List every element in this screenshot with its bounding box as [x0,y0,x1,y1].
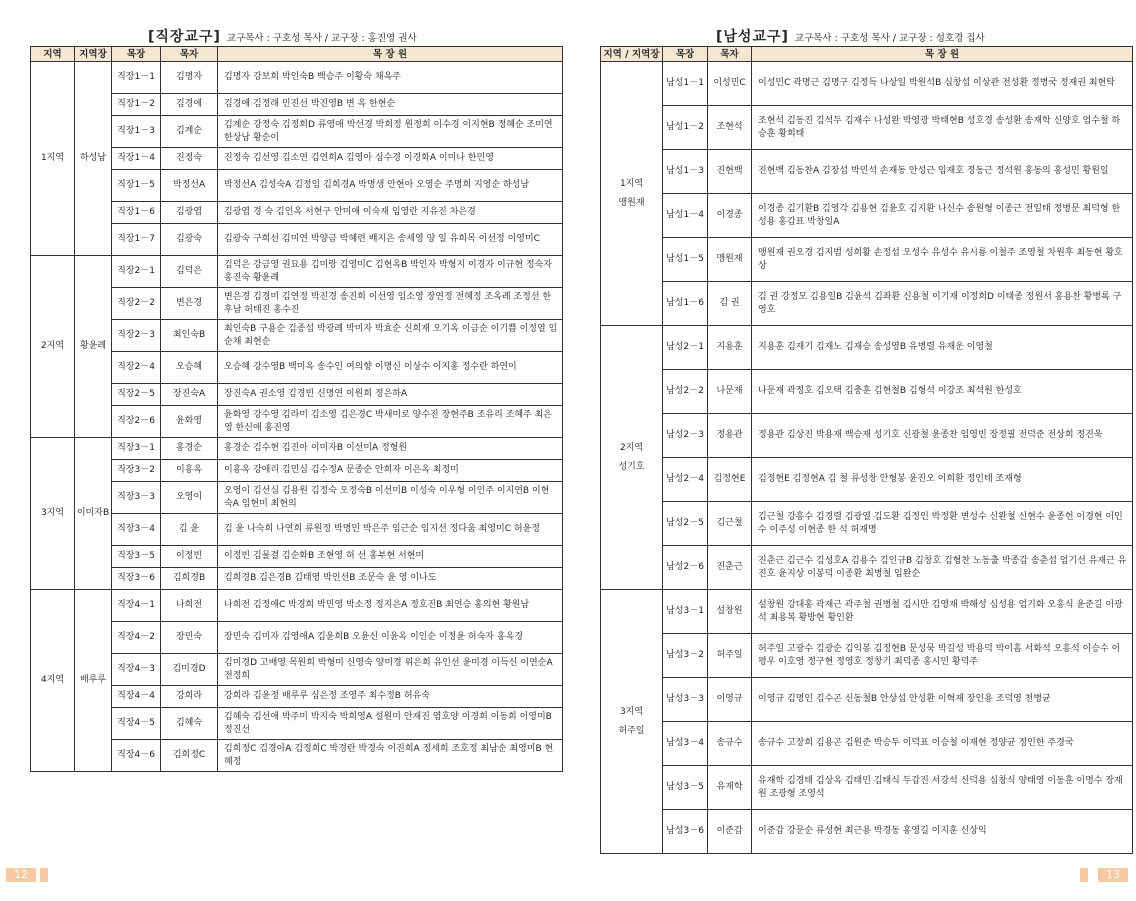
region-name: 2지역 [619,442,644,453]
member-list: 허주일 고광수 김광순 김익봉 김정현B 문성묵 박길성 박용덕 박이흠 서화석 오흥석 이승수 이평우 이호영 정구현 정영호 정창기 최덕종 홍시민 황덕주 [752,634,1133,678]
member-list: 나희전 김정애C 박경희 박민영 박소정 정지은A 정호진B 최연승 홍의현 황원남 [218,590,563,622]
member-list: 김경애 김정래 민진선 박진영B 변 옥 한현순 [218,94,563,116]
shepherd-name: 진춘근 [708,546,752,590]
shepherd-name: 김광엽 [161,202,218,224]
shepherd-name: 강희라 [161,686,218,708]
right-title [716,26,985,46]
shepherd-name: 나희전 [161,590,218,622]
cell-id: 남성3－2 [663,634,708,678]
right-table [600,46,1133,854]
member-list: 김광숙 구희선 김미연 박양금 박혜련 배지은 송세영 양 일 유희목 이선정 이영미C [218,224,563,256]
shepherd-name: 김희정C [161,740,218,772]
cell-id: 직장1－1 [112,62,161,94]
shepherd-name: 조현석 [708,106,752,150]
member-list: 유재학 김경태 김상옥 김태민 김태식 두갑진 서강석 신덕용 심창식 양태영 이동훈 이명수 장재원 조광형 조영석 [752,766,1133,810]
left-table [30,46,563,772]
cell-id: 직장1－3 [112,116,161,148]
region-leader: 성기호 [618,461,645,472]
shepherd-name: 김정현E [708,458,752,502]
cell-id: 남성3－5 [663,766,708,810]
shepherd-name: 진현백 [708,150,752,194]
table-row [31,590,563,622]
member-list: 진정숙 김선영 김소연 김연희A 김영아 심수경 이경화A 이미나 한민영 [218,148,563,170]
region-cell: 1지역 [31,62,75,256]
shepherd-name: 진정숙 [161,148,218,170]
cell-id: 직장1－2 [112,94,161,116]
cell-id: 직장1－4 [112,148,161,170]
member-list: 최인숙B 구용순 김종섭 박광례 박미자 박효순 신희재 오기옥 이금순 이기쁨 이정열 임순채 최현순 [218,320,563,352]
shepherd-name: 김희경B [161,568,218,590]
cell-id: 남성3－6 [663,810,708,854]
right-page-number: 13 [1098,868,1128,882]
shepherd-name: 김경애 [161,94,218,116]
member-list: 장민숙 김미자 김영애A 김윤희B 오윤신 이윤옥 이인순 이정윤 허숙자 홍옥경 [218,622,563,654]
member-list: 김 윤 나숙희 나연희 류원정 박명민 박은주 임근순 임지선 정다움 최영미C 허윤정 [218,514,563,546]
cell-id: 직장4－5 [112,708,161,740]
member-list: 변은경 김경미 김연정 박진경 송진희 이선영 임소영 장연정 전혜정 조옥례 조정선 한후남 허태진 홍수진 [218,288,563,320]
shepherd-name: 허주일 [708,634,752,678]
cell-id: 직장2－1 [112,256,161,288]
member-list: 이홍옥 강애리 김민심 김수정A 문종순 안희자 이은옥 최정미 [218,460,563,482]
region-cell [601,326,663,590]
table-row [601,238,1133,282]
right-title-main: [남성교구] [716,29,789,45]
cell-id: 남성1－1 [663,62,708,106]
cell-id: 직장3－5 [112,546,161,568]
table-row [601,678,1133,722]
member-list: 김 권 강정모 김용일B 김윤석 김좌환 신용철 이기재 이정희D 이태종 정원서 홍용찬 황병록 구영호 [752,282,1133,326]
region-leader-cell: 배루루 [75,590,112,772]
member-list: 이경종 김기환B 김영각 김용현 김윤호 김지환 나신수 송원형 이종근 전일태 정병문 최덕형 한성용 홍갑표 박창일A [752,194,1133,238]
cell-id: 직장2－6 [112,406,161,438]
shepherd-name: 김 윤 [161,514,218,546]
col-cell: 목장 [112,47,161,62]
shepherd-name: 이경종 [708,194,752,238]
member-list: 김덕은 강금영 권묘용 김미랑 김영미C 김현옥B 박인자 박형지 이경자 이규현 정숙자 홍진숙 황윤례 [218,256,563,288]
member-list: 김미경D 고배영 목원희 박형미 신영숙 양미경 위은희 유인선 윤미경 이득신 이연순A 전정희 [218,654,563,686]
right-title-sub: 교구목사 : 구호성 목사 / 교구장 : 성호경 집사 [794,33,985,44]
cell-id: 남성3－4 [663,722,708,766]
shepherd-name: 오영이 [161,482,218,514]
shepherd-name: 장진숙A [161,384,218,406]
cell-id: 남성2－2 [663,370,708,414]
member-list: 맹원재 권오경 김지범 성희활 손정섭 오성수 유성수 유시룡 이철주 조영철 차원후 최동현 황호상 [752,238,1133,282]
member-list: 장진숙A 권소영 김경빈 신명연 이원희 정은하A [218,384,563,406]
col-shepherd: 목자 [161,47,218,62]
table-row [601,766,1133,810]
member-list: 진현백 김동찬A 김장섭 박민석 손재동 안성근 임재호 정동근 정석원 홍동의 홍성민 황원일 [752,150,1133,194]
region-cell [601,590,663,854]
shepherd-name: 홍경순 [161,438,218,460]
member-list: 김희정C 김경아A 김정희C 박경란 박경숙 이진희A 정세희 조호정 최남순 최영미B 현혜정 [218,740,563,772]
table-row [31,62,563,94]
shepherd-name: 김근철 [708,502,752,546]
region-leader-cell: 이미자B [75,438,112,590]
table-row [601,150,1133,194]
shepherd-name: 정용관 [708,414,752,458]
member-list: 이정빈 김물결 김순화B 조현영 허 선 홍부현 서현미 [218,546,563,568]
member-list: 홍경순 김수현 김진아 이미자B 이선미A 정형원 [218,438,563,460]
cell-id: 남성1－6 [663,282,708,326]
member-list: 송규수 고장희 김용곤 김원준 박승두 이덕표 이승철 이재현 정양균 정인한 주경국 [752,722,1133,766]
cell-id: 남성2－6 [663,546,708,590]
member-list: 이준갑 강문순 류성현 최근용 박경동 홍영길 이지훈 신상익 [752,810,1133,854]
col-leader: 지역장 [75,47,112,62]
table-row [31,438,563,460]
table-row [601,194,1133,238]
member-list: 이영규 김명인 김수곤 신동철B 안상섭 안성환 이혁재 장인용 조덕영 천병균 [752,678,1133,722]
cell-id: 직장4－1 [112,590,161,622]
table-row [601,546,1133,590]
shepherd-name: 김 권 [708,282,752,326]
left-header-row [31,47,563,62]
cell-id: 남성2－3 [663,414,708,458]
shepherd-name: 설창원 [708,590,752,634]
cell-id: 직장3－2 [112,460,161,482]
shepherd-name: 이정빈 [161,546,218,568]
table-row [601,62,1133,106]
member-list: 김명자 강보희 박인숙B 백승주 이황숙 채옥주 [218,62,563,94]
shepherd-name: 윤화영 [161,406,218,438]
member-list: 김혜숙 김선애 박주미 박지숙 박희영A 설원미 안재진 염호양 이경희 이동희 이영미B 정진선 [218,708,563,740]
table-row [601,414,1133,458]
cell-id: 직장2－5 [112,384,161,406]
cell-id: 남성2－1 [663,326,708,370]
cell-id: 직장3－6 [112,568,161,590]
col-cell: 목장 [663,47,708,62]
cell-id: 직장4－3 [112,654,161,686]
shepherd-name: 이성민C [708,62,752,106]
table-row [601,810,1133,854]
region-leader: 허주일 [618,725,645,736]
cell-id: 직장1－6 [112,202,161,224]
shepherd-name: 김혜숙 [161,708,218,740]
region-cell: 2지역 [31,256,75,438]
shepherd-name: 이홍옥 [161,460,218,482]
region-cell: 4지역 [31,590,75,772]
table-row [601,722,1133,766]
shepherd-name: 박정선A [161,170,218,202]
region-name: 3지역 [619,706,644,717]
shepherd-name: 최인숙B [161,320,218,352]
table-row [601,590,1133,634]
col-region: 지역 [31,47,75,62]
table-row [31,256,563,288]
right-page [568,0,1136,901]
shepherd-name: 나문재 [708,370,752,414]
shepherd-name: 맹원재 [708,238,752,282]
cell-id: 직장2－4 [112,352,161,384]
cell-id: 직장4－6 [112,740,161,772]
member-list: 정용관 김상진 박용재 백승재 성기호 신광철 윤종찬 임영빈 장정필 전덕준 전상희 정진욱 [752,414,1133,458]
table-row [601,502,1133,546]
left-accent-bar [40,868,48,882]
member-list: 김광엽 경 숙 김인옥 서현구 안미애 이숙재 임영란 지유진 차은경 [218,202,563,224]
left-page [0,0,560,901]
cell-id: 직장1－7 [112,224,161,256]
col-region-leader: 지역 / 지역장 [601,47,663,62]
member-list: 설창원 강대홍 곽재근 곽주철 권병철 김시만 김영재 박해성 심성용 엄기화 오흥식 윤준길 이광석 최용복 황방현 황인환 [752,590,1133,634]
left-page-number: 12 [6,868,36,882]
member-list: 지용훈 김재기 김재노 김재승 송성영B 유병렬 유재운 이영철 [752,326,1133,370]
cell-id: 직장2－3 [112,320,161,352]
right-header-row [601,47,1133,62]
table-row [601,282,1133,326]
table-row [601,326,1133,370]
cell-id: 남성1－2 [663,106,708,150]
shepherd-name: 김계순 [161,116,218,148]
shepherd-name: 김명자 [161,62,218,94]
member-list: 조현석 김동진 김석두 김재수 나성완 박영광 박태현B 성호경 송성환 송재학 신양호 엄수철 하승훈 황희태 [752,106,1133,150]
shepherd-name: 김덕은 [161,256,218,288]
table-row [601,458,1133,502]
cell-id: 직장3－3 [112,482,161,514]
region-name: 1지역 [619,178,644,189]
member-list: 강희라 김윤정 배루루 심은정 조영주 최수정B 허유숙 [218,686,563,708]
region-cell [601,62,663,326]
member-list: 오승혜 강수영B 백미옥 송수인 여의향 이명신 이상수 이지홍 정수란 하연이 [218,352,563,384]
shepherd-name: 이영규 [708,678,752,722]
col-members: 목 장 원 [218,47,563,62]
cell-id: 남성3－1 [663,590,708,634]
left-title-main: [직장교구] [148,29,221,45]
member-list: 김정현E 김정현A 김 철 류성창 안형봉 윤진오 이희환 정인태 조재형 [752,458,1133,502]
right-accent-bar [1080,868,1088,882]
member-list: 김희경B 김은경B 김태영 박인선B 조문숙 윤 영 이나도 [218,568,563,590]
shepherd-name: 송규수 [708,722,752,766]
shepherd-name: 이준갑 [708,810,752,854]
shepherd-name: 유재학 [708,766,752,810]
member-list: 나문재 곽정호 김오택 김충훈 김현철B 김형석 이강조 최석원 한성호 [752,370,1133,414]
member-list: 윤화영 강수영 김라미 김소영 김은경C 박새미로 양수진 장현주B 조유리 조혜주 최은영 한신애 홍진영 [218,406,563,438]
cell-id: 직장4－2 [112,622,161,654]
left-title-sub: 교구목사 : 구호성 목사 / 교구장 : 홍진영 권사 [226,33,417,44]
cell-id: 남성1－3 [663,150,708,194]
table-row [601,370,1133,414]
left-title [148,26,417,46]
member-list: 김계순 강정숙 김정희D 류영애 박선경 박희정 원정희 이수경 이지현B 정혜순 조미연 한상남 황순이 [218,116,563,148]
cell-id: 남성3－3 [663,678,708,722]
member-list: 이성민C 곽명근 김명구 김정득 나상일 박원석B 심창섭 이상관 전성환 정병국 정재권 최현탁 [752,62,1133,106]
cell-id: 직장3－1 [112,438,161,460]
cell-id: 직장1－5 [112,170,161,202]
region-leader-cell: 황윤례 [75,256,112,438]
table-row [601,634,1133,678]
region-cell: 3지역 [31,438,75,590]
member-list: 김근철 강흥수 김경렬 김광열 김도환 김정인 박정환 변성수 신완철 신현수 윤종헌 이경현 이인수 이주성 이현종 한 석 허재명 [752,502,1133,546]
cell-id: 남성2－4 [663,458,708,502]
member-list: 오영이 김선심 김용원 김정숙 오정숙B 이선미B 이성숙 이우형 이인주 이지연B 이현숙A 임현미 최현의 [218,482,563,514]
table-row [601,106,1133,150]
cell-id: 남성2－5 [663,502,708,546]
cell-id: 직장4－4 [112,686,161,708]
member-list: 박정선A 김성숙A 김정임 김희경A 박명생 안현아 오영순 주명희 지영순 하성남 [218,170,563,202]
cell-id: 남성1－4 [663,194,708,238]
shepherd-name: 김미경D [161,654,218,686]
region-leader-cell: 하성남 [75,62,112,256]
shepherd-name: 지용훈 [708,326,752,370]
shepherd-name: 장민숙 [161,622,218,654]
col-shepherd: 목자 [708,47,752,62]
region-leader: 맹원재 [618,197,645,208]
cell-id: 직장3－4 [112,514,161,546]
cell-id: 남성1－5 [663,238,708,282]
cell-id: 직장2－2 [112,288,161,320]
member-list: 진춘근 김근수 김성호A 김용수 김인규B 김창호 김형찬 노동출 박종갑 송춘섭 엄기선 유재근 유진호 윤지상 이봉덕 이종환 최병철 임완순 [752,546,1133,590]
shepherd-name: 김광숙 [161,224,218,256]
shepherd-name: 오승혜 [161,352,218,384]
shepherd-name: 변은경 [161,288,218,320]
col-members: 목 장 원 [752,47,1133,62]
